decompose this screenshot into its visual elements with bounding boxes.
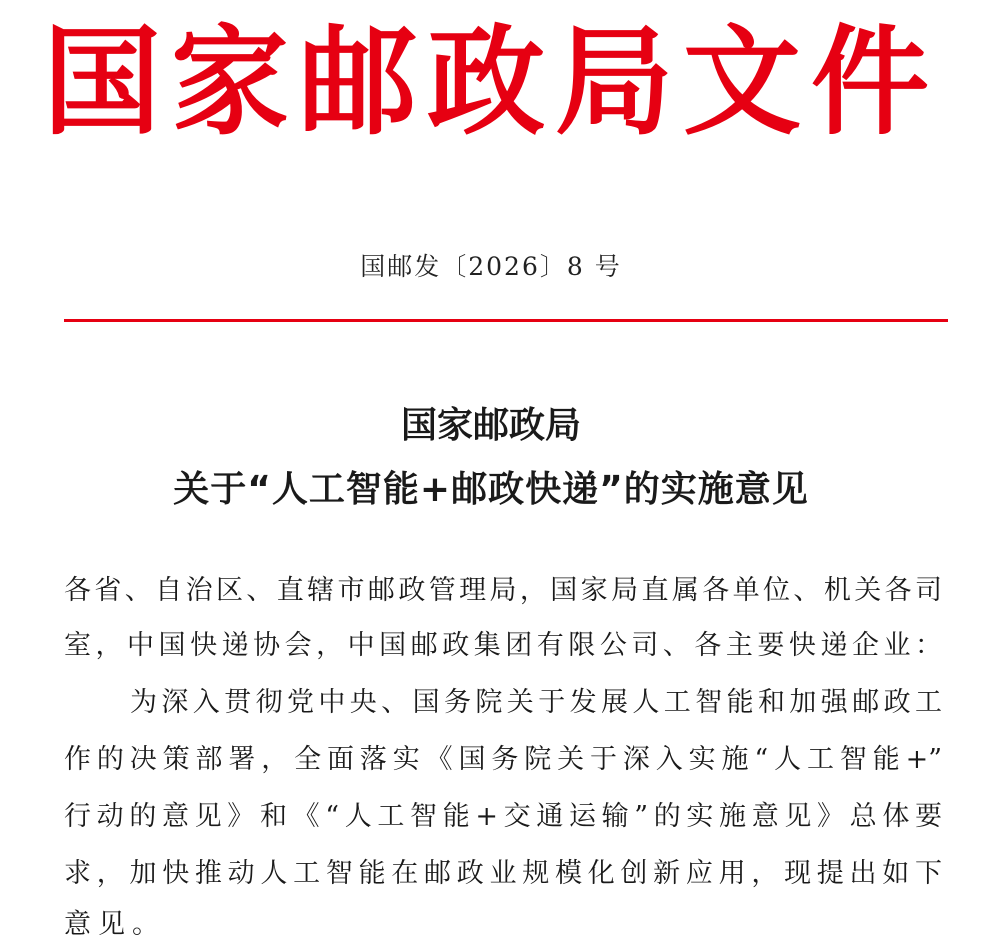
body-paragraph-line-2: 作的决策部署，全面落实《国务院关于深入实施“人工智能+” — [64, 744, 942, 775]
body-paragraph-line-1: 为深入贯彻党中央、国务院关于发展人工智能和加强邮政工 — [130, 687, 942, 718]
addressee-line-2: 室，中国快递协会，中国邮政集团有限公司、各主要快递企业： — [64, 630, 942, 661]
document-title-subject: 关于“人工智能+邮政快递”的实施意见 — [173, 469, 809, 510]
document-number: 国邮发〔2026〕8 号 — [360, 252, 622, 281]
body-paragraph-line-3: 行动的意见》和《“人工智能+交通运输”的实施意见》总体要 — [64, 801, 942, 832]
body-paragraph-line-5: 意见。 — [64, 909, 166, 940]
document-title-issuer: 国家邮政局 — [400, 405, 581, 446]
addressee-line-1: 各省、自治区、直辖市邮政管理局，国家局直属各单位、机关各司 — [64, 575, 942, 606]
document-masthead: 国家邮政局文件 — [42, 13, 939, 151]
red-divider-line — [64, 319, 948, 322]
body-paragraph-line-4: 求，加快推动人工智能在邮政业规模化创新应用，现提出如下 — [64, 858, 942, 889]
